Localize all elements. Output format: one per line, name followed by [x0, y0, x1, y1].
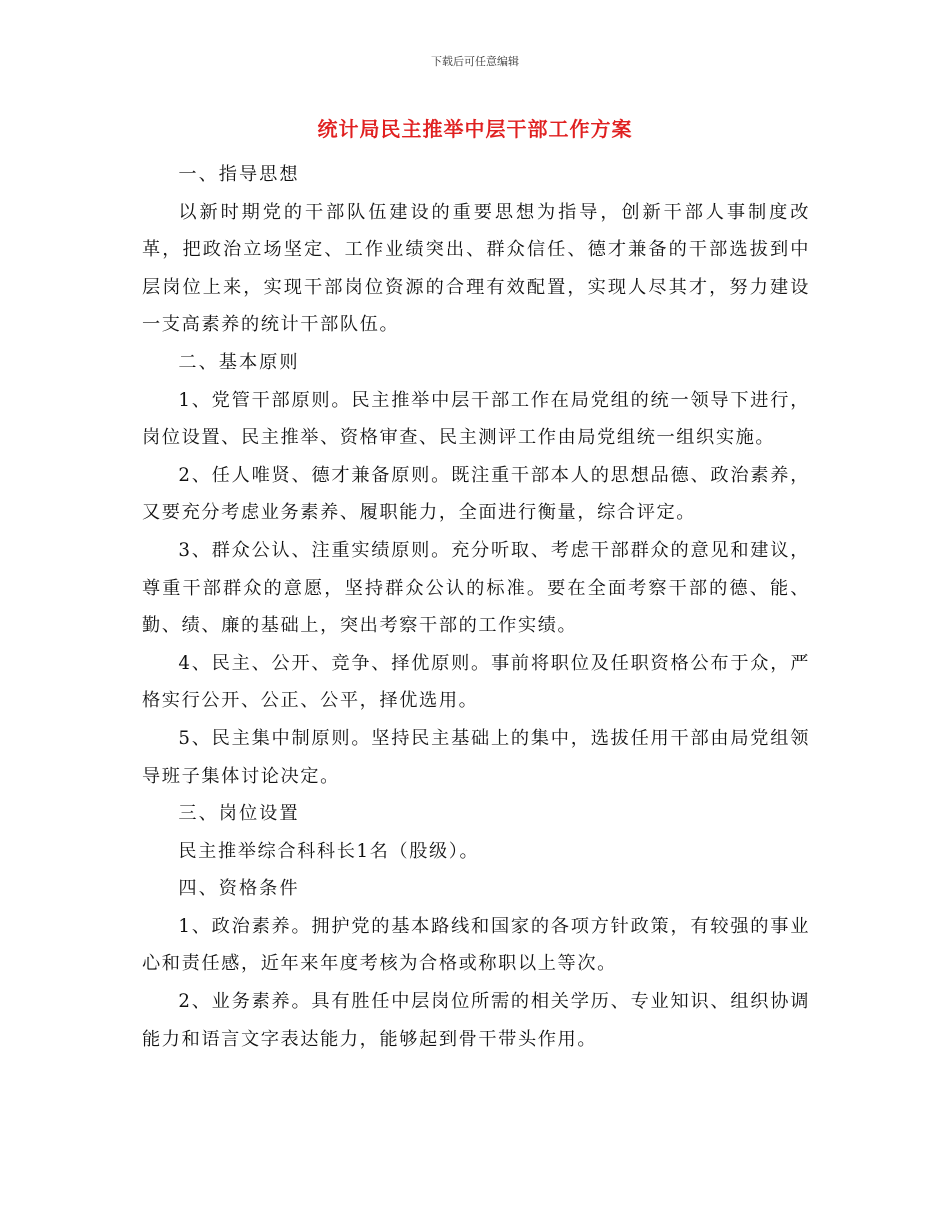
header-note: 下载后可任意编辑 [431, 55, 519, 68]
paragraph: 3、群众公认、注重实绩原则。充分听取、考虑干部群众的意见和建议，尊重干部群众的意愿，坚持群众公认的标准。要在全面考察干部的德、能、勤、绩、廉的基础上，突出考察干部的工作实绩。 [142, 539, 810, 637]
paragraph: 2、业务素养。具有胜任中层岗位所需的相关学历、专业知识、组织协调能力和语言文字表达能力，能够起到骨干带头作用。 [142, 991, 810, 1050]
paragraph: 1、政治素养。拥护党的基本路线和国家的各项方针政策，有较强的事业心和责任感，近年来年度考核为合格或称职以上等次。 [142, 915, 810, 975]
section-heading: 一、指导思想 [178, 164, 300, 185]
document-body [142, 156, 810, 1058]
section-heading: 二、基本原则 [178, 351, 300, 373]
section-heading: 四、资格条件 [178, 878, 300, 900]
paragraph: 5、民主集中制原则。坚持民主基础上的集中，选拔任用干部由局党组领导班子集体讨论决定。 [142, 727, 810, 787]
section-heading: 三、岗位设置 [178, 803, 300, 825]
paragraph: 以新时期党的干部队伍建设的重要思想为指导，创新干部人事制度改革，把政治立场坚定、工作业绩突出、群众信任、德才兼备的干部选拔到中层岗位上来，实现干部岗位资源的合理有效配置，实现人尽其才，努力建设一支高素养的统计干部队伍。 [142, 201, 810, 336]
paragraph: 1、党管干部原则。民主推举中层干部工作在局党组的统一领导下进行，岗位设置、民主推举、资格审查、民主测评工作由局党组统一组织实施。 [142, 389, 810, 449]
paragraph: 民主推举综合科科长1名（股级）。 [178, 840, 480, 862]
paragraph: 2、任人唯贤、德才兼备原则。既注重干部本人的思想品德、政治素养，又要充分考虑业务素养、履职能力，全面进行衡量，综合评定。 [142, 464, 810, 524]
document-title: 统计局民主推举中层干部工作方案 [317, 117, 633, 141]
paragraph: 4、民主、公开、竞争、择优原则。事前将职位及任职资格公布于众，严格实行公开、公正、公平，择优选用。 [142, 652, 810, 712]
